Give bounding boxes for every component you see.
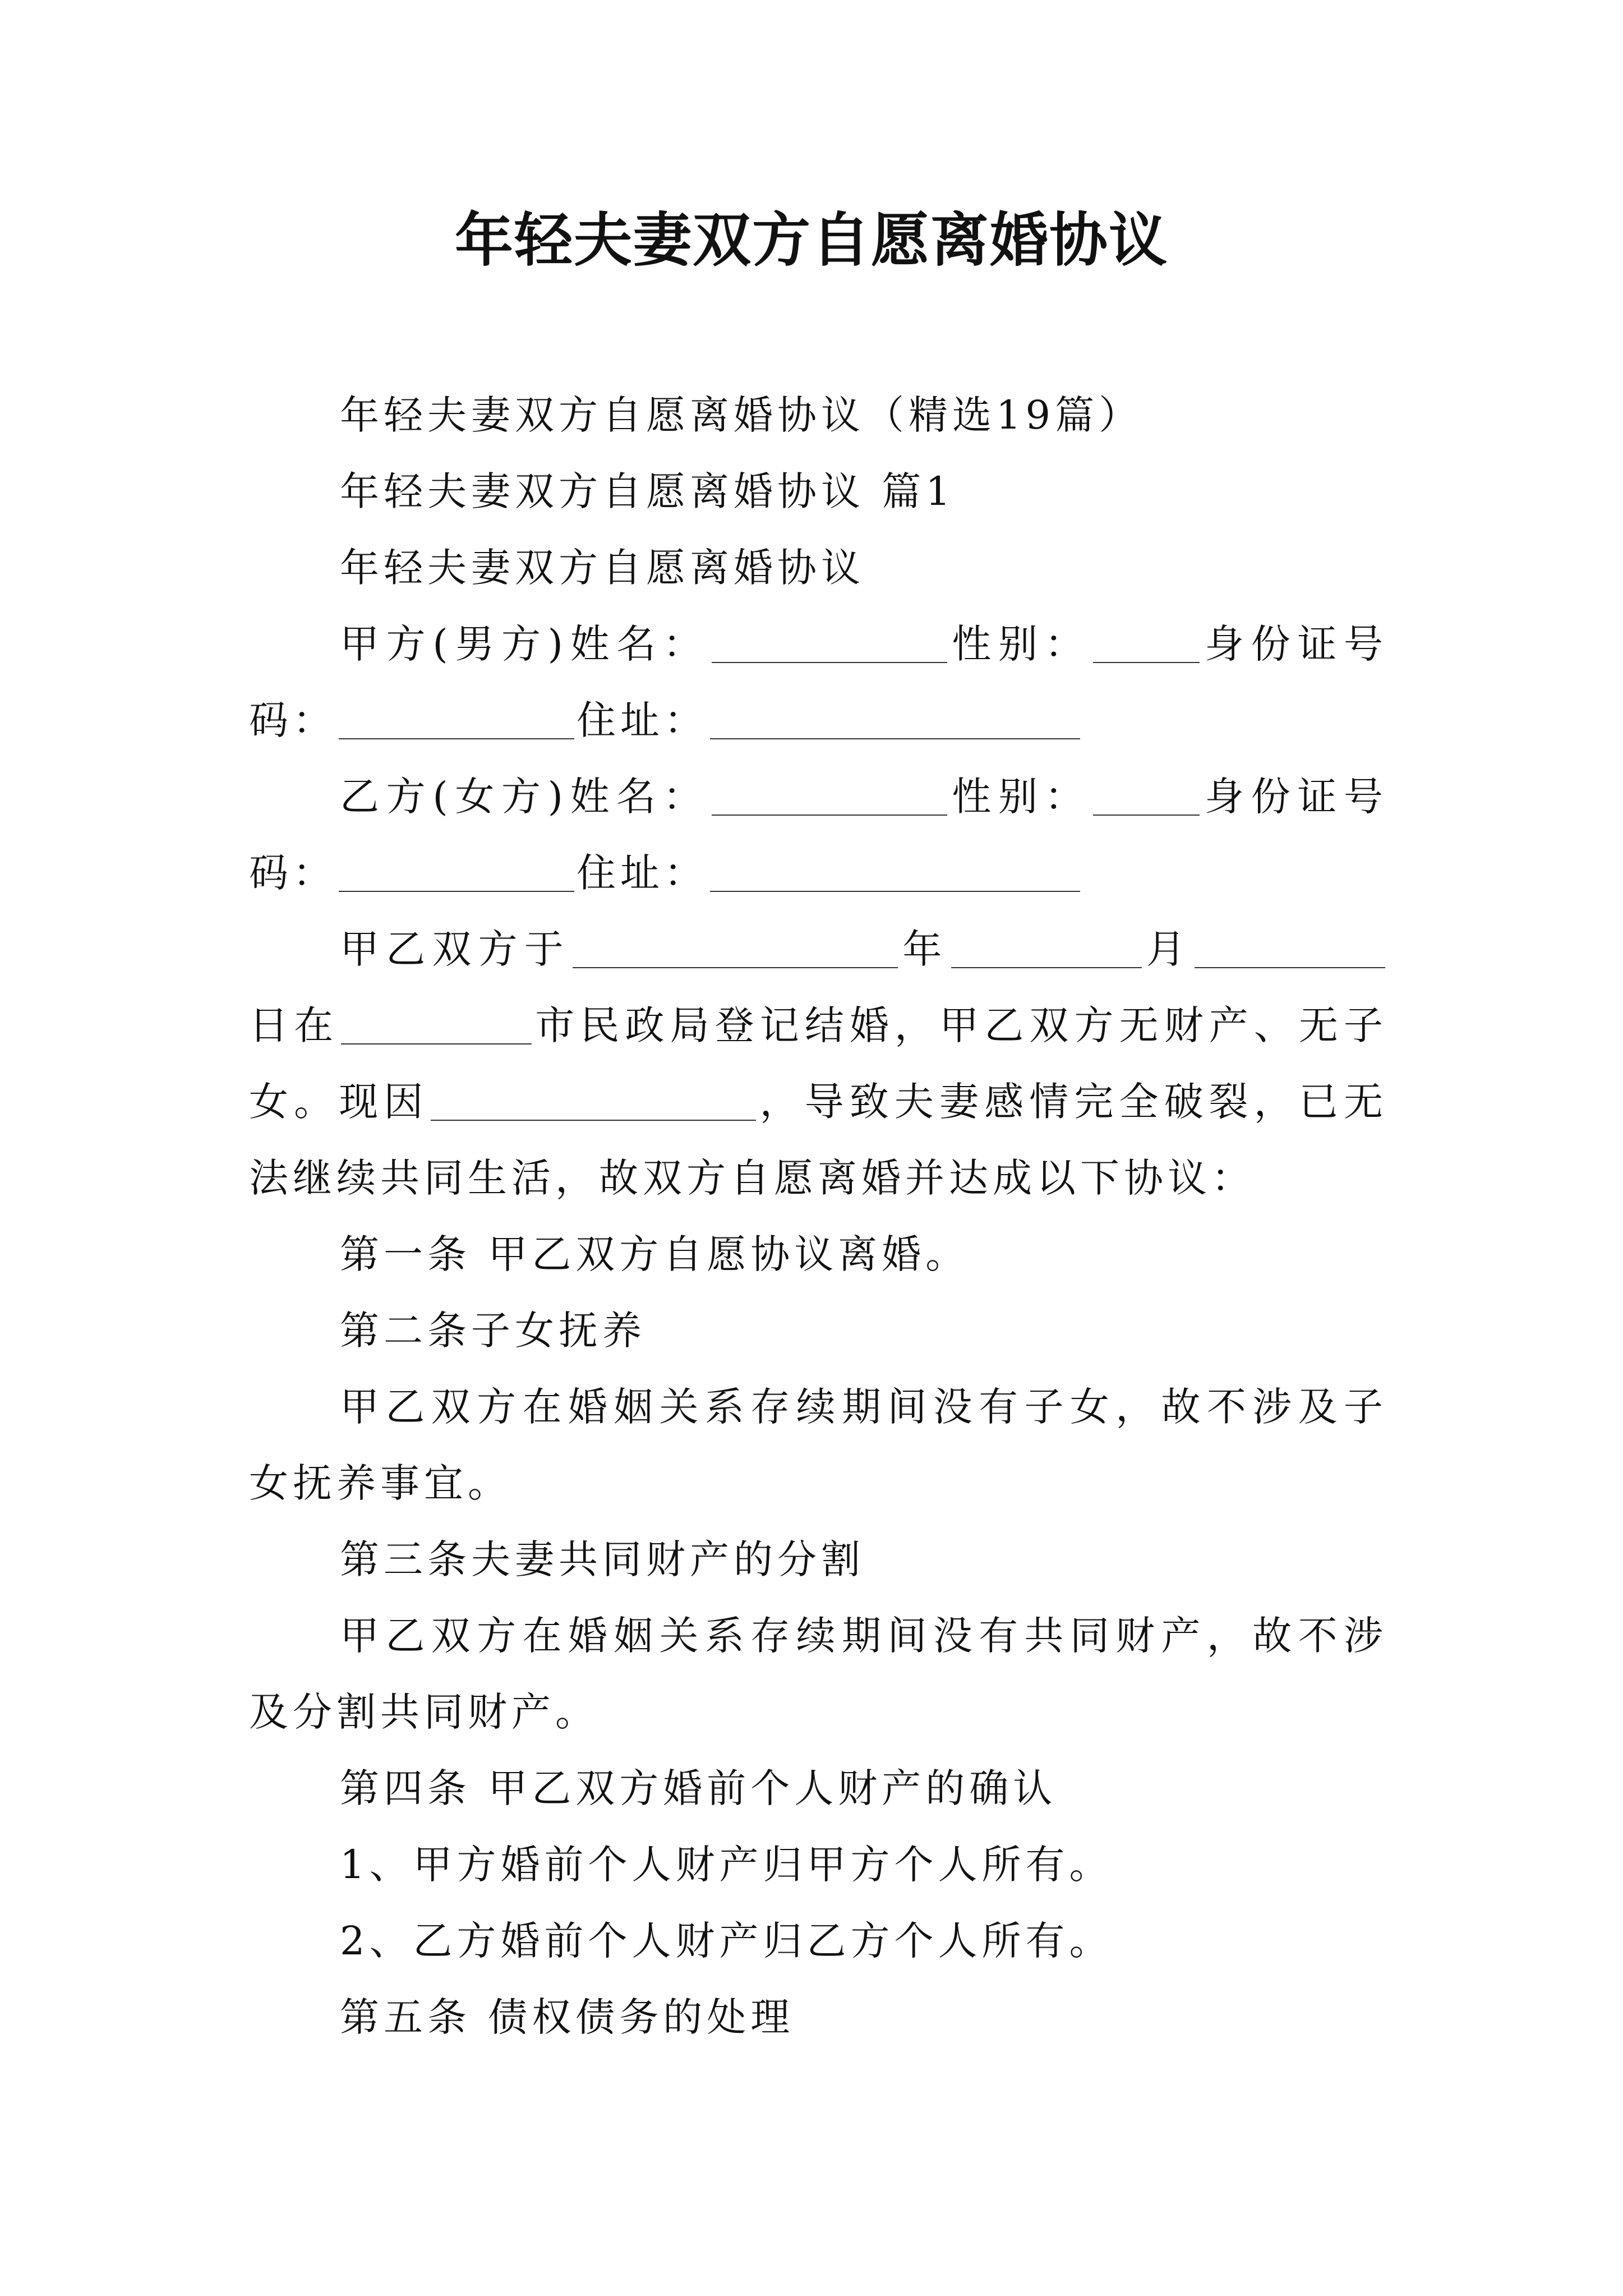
marriage-city-blank[interactable]	[341, 1004, 532, 1045]
party-b-address-blank[interactable]	[710, 852, 1080, 892]
document-title: 年轻夫妻双方自愿离婚协议	[454, 206, 1168, 274]
party-b-gender-label: 性别：	[949, 774, 1091, 820]
article-4-item-2: 2、乙方婚前个人财产归乙方个人所有。	[340, 1918, 1113, 1964]
intro-line-3: 年轻夫妻双方自愿离婚协议	[340, 545, 865, 591]
marriage-text-year: 年	[900, 926, 949, 972]
party-b-address-label: 住址：	[577, 850, 708, 896]
marriage-reason-blank[interactable]	[431, 1080, 756, 1121]
article-4-heading: 第四条 甲乙双方婚前个人财产的确认	[340, 1765, 1057, 1811]
marriage-text-day: 日在	[249, 1002, 339, 1048]
party-b-line	[249, 758, 1387, 911]
article-3-body: 甲乙双方在婚姻关系存续期间没有共同财产，故不涉及分割共同财产。	[249, 1613, 1387, 1735]
article-2-body: 甲乙双方在婚姻关系存续期间没有子女，故不涉及子女抚养事宜。	[249, 1384, 1387, 1506]
article-5-heading: 第五条 债权债务的处理	[340, 1994, 795, 2040]
marriage-month-blank[interactable]	[1195, 928, 1385, 968]
marriage-text-registry: 市民政局登记结婚，甲乙双方无财产、无子女。现因	[249, 1002, 1388, 1125]
party-b-id-label: 身份证号码：	[249, 774, 1388, 896]
party-b-gender-blank[interactable]	[1093, 775, 1200, 816]
party-a-name-label: 甲方(男方)姓名：	[340, 621, 709, 667]
party-a-name-blank[interactable]	[712, 623, 947, 663]
party-a-gender-blank[interactable]	[1093, 623, 1200, 663]
marriage-date-blank[interactable]	[573, 928, 898, 968]
party-a-id-label: 身份证号码：	[249, 621, 1388, 743]
marriage-paragraph	[249, 911, 1387, 1216]
party-b-id-blank[interactable]	[339, 852, 574, 892]
marriage-text-agreement: ，导致夫妻感情完全破裂，已无法继续共同生活，故双方自愿离婚并达成以下协议：	[249, 1079, 1388, 1201]
document-body	[249, 377, 1387, 2055]
article-3-heading: 第三条夫妻共同财产的分割	[340, 1536, 865, 1582]
marriage-text-month: 月	[1144, 926, 1193, 972]
party-a-line	[249, 606, 1387, 758]
party-b-name-label: 乙方(女方)姓名：	[340, 774, 709, 820]
article-1: 第一条 甲乙双方自愿协议离婚。	[340, 1231, 970, 1277]
marriage-year-blank[interactable]	[951, 928, 1142, 968]
party-a-gender-label: 性别：	[949, 621, 1091, 667]
intro-line-1: 年轻夫妻双方自愿离婚协议（精选19篇）	[340, 392, 1143, 438]
marriage-text-1: 甲乙双方于	[340, 926, 571, 972]
party-a-id-blank[interactable]	[339, 699, 574, 739]
party-b-name-blank[interactable]	[712, 775, 947, 816]
article-4-item-1: 1、甲方婚前个人财产归甲方个人所有。	[340, 1842, 1113, 1888]
article-2-heading: 第二条子女抚养	[340, 1308, 646, 1354]
party-a-address-blank[interactable]	[710, 699, 1080, 739]
intro-line-2: 年轻夫妻双方自愿离婚协议 篇1	[340, 468, 955, 514]
party-a-address-label: 住址：	[577, 697, 708, 743]
